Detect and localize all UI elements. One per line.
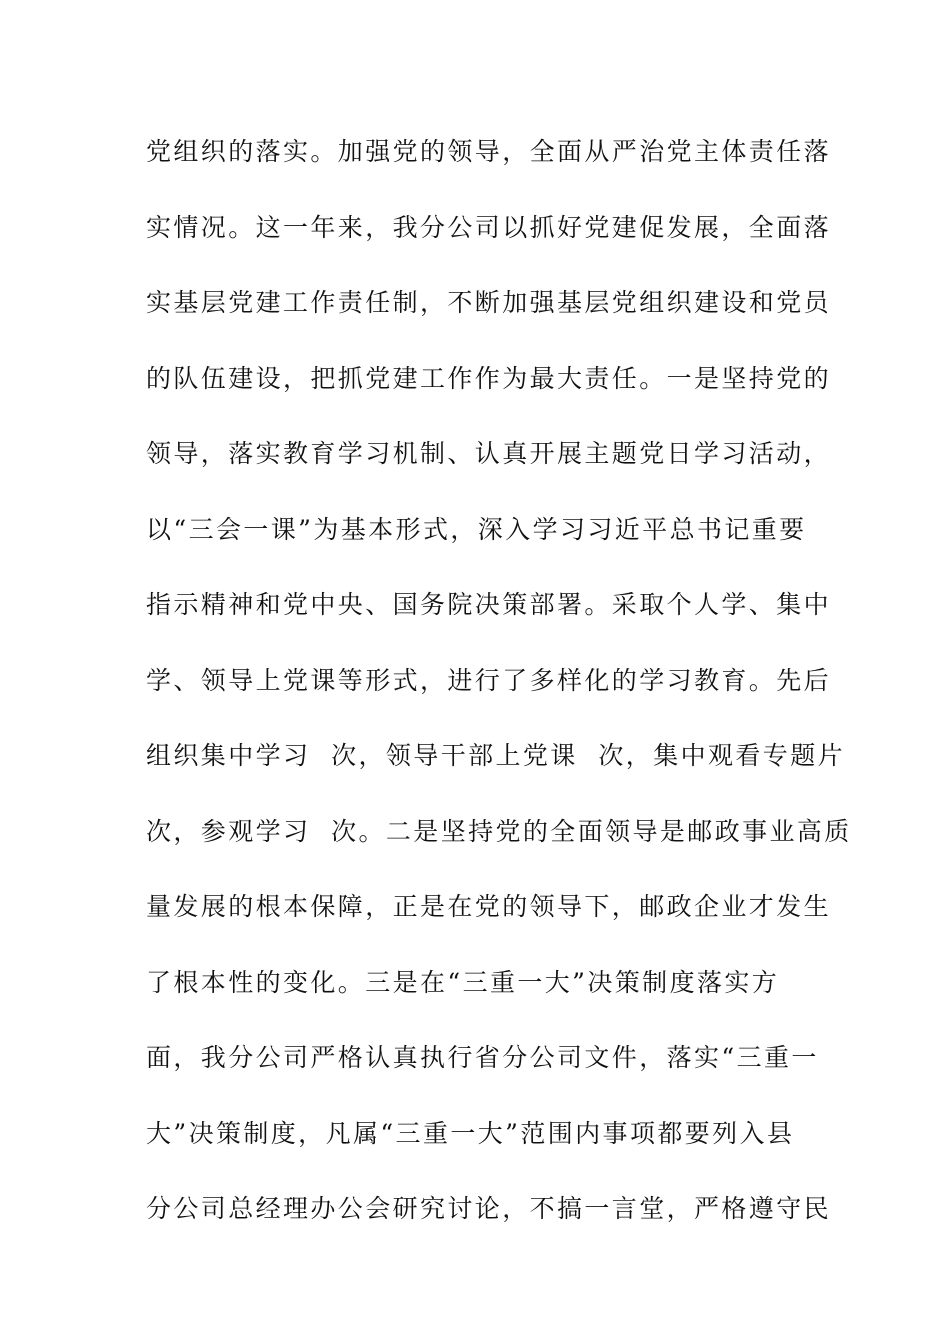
text-line: 量发展的根本保障，正是在党的领导下，邮政企业才发生 xyxy=(146,892,832,921)
text-line: 面，我分公司严格认真执行省分公司文件，落实“三重一 xyxy=(146,1043,819,1072)
text-line: 实基层党建工作责任制，不断加强基层党组织建设和党员 xyxy=(146,288,832,317)
text-line: 实情况。这一年来，我分公司以抓好党建促发展，全面落 xyxy=(146,212,832,242)
text-line: 党组织的落实。加强党的领导，全面从严治党主体责任落 xyxy=(146,137,832,166)
text-line: 大”决策制度，凡属“三重一大”范围内事项都要列入县 xyxy=(146,1118,795,1148)
text-line: 了根本性的变化。三是在“三重一大”决策制度落实方 xyxy=(146,967,780,997)
text-line: 次，参观学习 次。二是坚持党的全面领导是邮政事业高质 xyxy=(146,816,852,846)
text-line: 指示精神和党中央、国务院决策部署。采取个人学、集中 xyxy=(146,590,832,619)
text-line: 组织集中学习 次，领导干部上党课 次，集中观看专题片 xyxy=(146,741,845,770)
text-line: 的队伍建设，把抓党建工作作为最大责任。一是坚持党的 xyxy=(146,363,832,393)
text-line: 以“三会一课”为基本形式，深入学习习近平总书记重要 xyxy=(146,514,807,544)
text-line: 分公司总经理办公会研究讨论，不搞一言堂，严格遵守民 xyxy=(146,1194,832,1223)
text-line: 领导，落实教育学习机制、认真开展主题党日学习活动， xyxy=(146,439,832,468)
text-line: 学、领导上党课等形式，进行了多样化的学习教育。先后 xyxy=(146,665,832,695)
body-text xyxy=(146,126,852,1259)
